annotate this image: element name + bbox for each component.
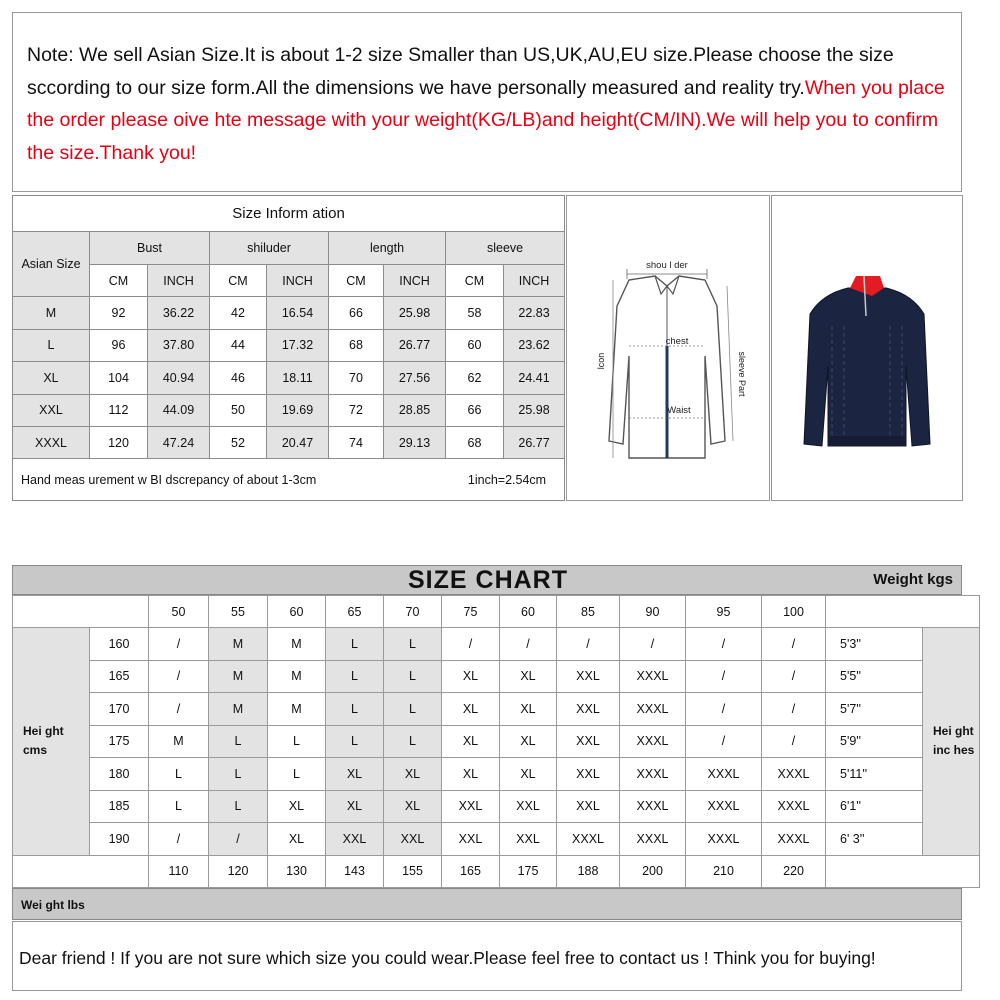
kg-header: 70: [384, 596, 442, 628]
table-row: [13, 362, 565, 394]
note-text: Note: We sell Asian Size.It is about 1-2 size Smaller than US,UK,AU,EU size.Please choose the size sccording to our size form.All the dimensions we have personally measured and reality try.: [27, 44, 894, 99]
measurement-cell: 58: [446, 297, 504, 329]
table-row: [13, 790, 980, 823]
size-cell: XXXL: [620, 758, 686, 791]
unit-header: INCH: [384, 264, 446, 296]
measurement-cell: 25.98: [384, 297, 446, 329]
measurement-cell: 16.54: [267, 297, 329, 329]
weight-kgs-label: Weight kgs: [873, 571, 953, 588]
height-inch-cell: 6' 3'': [826, 823, 923, 856]
measurement-cell: 24.41: [504, 362, 565, 394]
height-cm-cell: 160: [90, 628, 149, 661]
size-cell: /: [500, 628, 557, 661]
lb-cell: 110: [149, 855, 209, 887]
corner-cell: [13, 855, 149, 887]
size-label: M: [13, 297, 90, 329]
size-cell: /: [686, 693, 762, 726]
measurement-cell: 92: [90, 297, 148, 329]
size-cell: XL: [326, 790, 384, 823]
unit-header: INCH: [148, 264, 210, 296]
size-cell: L: [209, 725, 268, 758]
height-inch-cell: 5'9'': [826, 725, 923, 758]
corner-cell: [826, 596, 980, 628]
size-cell: XXXL: [620, 660, 686, 693]
size-label: XXL: [13, 394, 90, 426]
measurement-cell: 36.22: [148, 297, 210, 329]
size-cell: XXXL: [762, 823, 826, 856]
size-cell: XXXL: [686, 758, 762, 791]
unit-header: CM: [90, 264, 148, 296]
size-cell: M: [268, 660, 326, 693]
size-cell: XL: [326, 758, 384, 791]
size-cell: XL: [500, 660, 557, 693]
height-cm-cell: 165: [90, 660, 149, 693]
measurement-cell: 22.83: [504, 297, 565, 329]
measurement-cell: 42: [210, 297, 267, 329]
size-cell: XL: [500, 693, 557, 726]
table-row: [13, 823, 980, 856]
lb-cell: 130: [268, 855, 326, 887]
kg-header: 60: [500, 596, 557, 628]
size-cell: L: [326, 628, 384, 661]
lb-cell: 175: [500, 855, 557, 887]
asian-size-header: Asian Size: [13, 232, 90, 297]
discrepancy-note: Hand meas urement w BI dscrepancy of about 1-3cm: [21, 472, 317, 487]
weight-lbs-row: [13, 855, 980, 887]
units-row: [13, 264, 565, 296]
weight-lbs-bar: Wei ght lbs: [12, 888, 962, 920]
table-row: [13, 394, 565, 426]
chest-label: chest: [665, 336, 689, 347]
size-cell: M: [268, 693, 326, 726]
size-chart-title: SIZE CHART: [408, 566, 568, 594]
table-row: [13, 660, 980, 693]
size-chart-header: [12, 565, 962, 595]
lb-cell: 200: [620, 855, 686, 887]
size-cell: XXL: [557, 660, 620, 693]
waist-label: Waist: [667, 405, 691, 416]
size-label: XXXL: [13, 427, 90, 459]
size-cell: L: [268, 758, 326, 791]
size-cell: L: [326, 693, 384, 726]
size-cell: L: [384, 693, 442, 726]
size-cell: /: [149, 660, 209, 693]
measurement-cell: 52: [210, 427, 267, 459]
measurement-cell: 104: [90, 362, 148, 394]
size-cell: /: [762, 693, 826, 726]
size-cell: /: [686, 660, 762, 693]
height-cm-cell: 185: [90, 790, 149, 823]
height-inch-cell: 5'11'': [826, 758, 923, 791]
size-cell: L: [384, 628, 442, 661]
size-cell: XL: [500, 725, 557, 758]
measurement-cell: 20.47: [267, 427, 329, 459]
measurement-cell: 120: [90, 427, 148, 459]
size-cell: XXL: [442, 790, 500, 823]
size-cell: XXXL: [620, 823, 686, 856]
unit-header: INCH: [267, 264, 329, 296]
measurement-cell: 44: [210, 329, 267, 361]
size-cell: XXL: [384, 823, 442, 856]
size-cell: /: [762, 660, 826, 693]
measurement-cell: 112: [90, 394, 148, 426]
size-cell: L: [384, 660, 442, 693]
size-cell: L: [326, 725, 384, 758]
size-info-title: Size Inform ation: [13, 196, 565, 232]
measurement-cell: 40.94: [148, 362, 210, 394]
table-row: [13, 693, 980, 726]
corner-cell: [826, 855, 980, 887]
size-cell: XXXL: [762, 758, 826, 791]
table-row: [13, 297, 565, 329]
measurement-cell: 28.85: [384, 394, 446, 426]
height-inches-label: Hei ght inc hes: [923, 628, 980, 856]
table-row: [13, 758, 980, 791]
size-cell: XL: [442, 660, 500, 693]
sweater-photo-panel: [771, 195, 963, 501]
height-inch-cell: 5'5'': [826, 660, 923, 693]
corner-cell: [13, 596, 149, 628]
group-header-length: length: [329, 232, 446, 264]
size-cell: XXXL: [686, 790, 762, 823]
size-cell: M: [209, 693, 268, 726]
kg-header: 100: [762, 596, 826, 628]
size-cell: L: [209, 790, 268, 823]
size-cell: XL: [442, 758, 500, 791]
kg-header: 95: [686, 596, 762, 628]
height-cm-cell: 175: [90, 725, 149, 758]
sleeve-label: sleeve Part: [737, 351, 747, 397]
height-inch-cell: 6'1'': [826, 790, 923, 823]
size-cell: XXXL: [620, 790, 686, 823]
size-cell: XXXL: [620, 693, 686, 726]
size-cell: XL: [384, 758, 442, 791]
measurement-cell: 46: [210, 362, 267, 394]
lb-cell: 155: [384, 855, 442, 887]
size-note: [12, 12, 962, 192]
size-cell: XL: [500, 758, 557, 791]
height-cm-cell: 190: [90, 823, 149, 856]
height-cms-label: Hei ght cms: [13, 628, 90, 856]
measurement-cell: 62: [446, 362, 504, 394]
size-cell: /: [762, 628, 826, 661]
lb-cell: 120: [209, 855, 268, 887]
measurement-cell: 17.32: [267, 329, 329, 361]
lb-cell: 188: [557, 855, 620, 887]
size-cell: /: [557, 628, 620, 661]
inch-conversion: 1inch=2.54cm: [467, 472, 547, 487]
measurement-cell: 72: [329, 394, 384, 426]
lb-cell: 165: [442, 855, 500, 887]
size-cell: /: [686, 628, 762, 661]
group-header-bust: Bust: [90, 232, 210, 264]
size-cell: XXL: [442, 823, 500, 856]
lb-cell: 210: [686, 855, 762, 887]
size-cell: L: [149, 758, 209, 791]
measurement-cell: 96: [90, 329, 148, 361]
table-row: [13, 628, 980, 661]
size-cell: XXL: [557, 725, 620, 758]
measurement-cell: 23.62: [504, 329, 565, 361]
height-cm-cell: 180: [90, 758, 149, 791]
measurement-cell: 70: [329, 362, 384, 394]
size-cell: M: [209, 660, 268, 693]
shirt-outline-diagram: [567, 196, 769, 500]
size-cell: /: [686, 725, 762, 758]
size-chart-table: [12, 595, 980, 888]
size-cell: /: [442, 628, 500, 661]
size-cell: M: [268, 628, 326, 661]
length-label: lcon: [596, 352, 606, 370]
unit-header: CM: [329, 264, 384, 296]
size-cell: XXL: [557, 758, 620, 791]
height-inch-cell: 5'3'': [826, 628, 923, 661]
size-cell: XL: [268, 790, 326, 823]
table-row: [13, 329, 565, 361]
measurement-footnote: [13, 459, 565, 501]
size-cell: XL: [268, 823, 326, 856]
size-cell: XXXL: [557, 823, 620, 856]
size-label: XL: [13, 362, 90, 394]
table-row: [13, 725, 980, 758]
size-cell: L: [268, 725, 326, 758]
size-cell: XXL: [557, 693, 620, 726]
lb-cell: 220: [762, 855, 826, 887]
size-cell: XXL: [500, 790, 557, 823]
measurement-cell: 66: [329, 297, 384, 329]
unit-header: CM: [446, 264, 504, 296]
measurement-cell: 19.69: [267, 394, 329, 426]
size-cell: XXXL: [620, 725, 686, 758]
size-information-table: [12, 195, 565, 501]
measurement-cell: 37.80: [148, 329, 210, 361]
measurement-cell: 50: [210, 394, 267, 426]
measurement-cell: 18.11: [267, 362, 329, 394]
lb-cell: 143: [326, 855, 384, 887]
measurement-cell: 68: [329, 329, 384, 361]
measurement-cell: 29.13: [384, 427, 446, 459]
size-label: L: [13, 329, 90, 361]
group-header-shoulder: shiluder: [210, 232, 329, 264]
weight-kgs-row: [13, 596, 980, 628]
shoulder-label: shou l der: [646, 260, 688, 271]
measurement-cell: 27.56: [384, 362, 446, 394]
note-red-text: When you place the order please oive hte message with your weight(KG/LB)and height(CM/IN).We will help you to confirm the size.Thank you!: [27, 76, 945, 164]
kg-header: 50: [149, 596, 209, 628]
size-cell: L: [384, 725, 442, 758]
size-cell: M: [149, 725, 209, 758]
sweater-image: [772, 196, 962, 500]
measurement-diagram-panel: [566, 195, 770, 501]
kg-header: 75: [442, 596, 500, 628]
size-cell: /: [762, 725, 826, 758]
contact-note: Dear friend ! If you are not sure which size you could wear.Please feel free to contact us ! Think you for buying!: [12, 921, 962, 991]
kg-header: 85: [557, 596, 620, 628]
kg-header: 60: [268, 596, 326, 628]
table-row: [13, 427, 565, 459]
size-cell: L: [326, 660, 384, 693]
group-header-sleeve: sleeve: [446, 232, 565, 264]
size-cell: XL: [442, 693, 500, 726]
size-cell: /: [209, 823, 268, 856]
measurement-cell: 66: [446, 394, 504, 426]
size-cell: M: [209, 628, 268, 661]
kg-header: 55: [209, 596, 268, 628]
measurement-cell: 68: [446, 427, 504, 459]
measurement-cell: 47.24: [148, 427, 210, 459]
kg-header: 65: [326, 596, 384, 628]
kg-header: 90: [620, 596, 686, 628]
measurement-cell: 60: [446, 329, 504, 361]
height-inch-cell: 5'7'': [826, 693, 923, 726]
unit-header: CM: [210, 264, 267, 296]
size-cell: /: [149, 693, 209, 726]
size-cell: XL: [384, 790, 442, 823]
measurement-cell: 26.77: [504, 427, 565, 459]
size-cell: L: [149, 790, 209, 823]
unit-header: INCH: [504, 264, 565, 296]
size-cell: XL: [442, 725, 500, 758]
size-cell: /: [620, 628, 686, 661]
size-cell: XXXL: [686, 823, 762, 856]
measurement-cell: 74: [329, 427, 384, 459]
size-cell: XXXL: [762, 790, 826, 823]
size-cell: /: [149, 823, 209, 856]
height-cm-cell: 170: [90, 693, 149, 726]
measurement-cell: 25.98: [504, 394, 565, 426]
size-cell: L: [209, 758, 268, 791]
measurement-cell: 26.77: [384, 329, 446, 361]
size-cell: XXL: [500, 823, 557, 856]
size-cell: XXL: [557, 790, 620, 823]
size-cell: /: [149, 628, 209, 661]
measurement-cell: 44.09: [148, 394, 210, 426]
size-cell: XXL: [326, 823, 384, 856]
